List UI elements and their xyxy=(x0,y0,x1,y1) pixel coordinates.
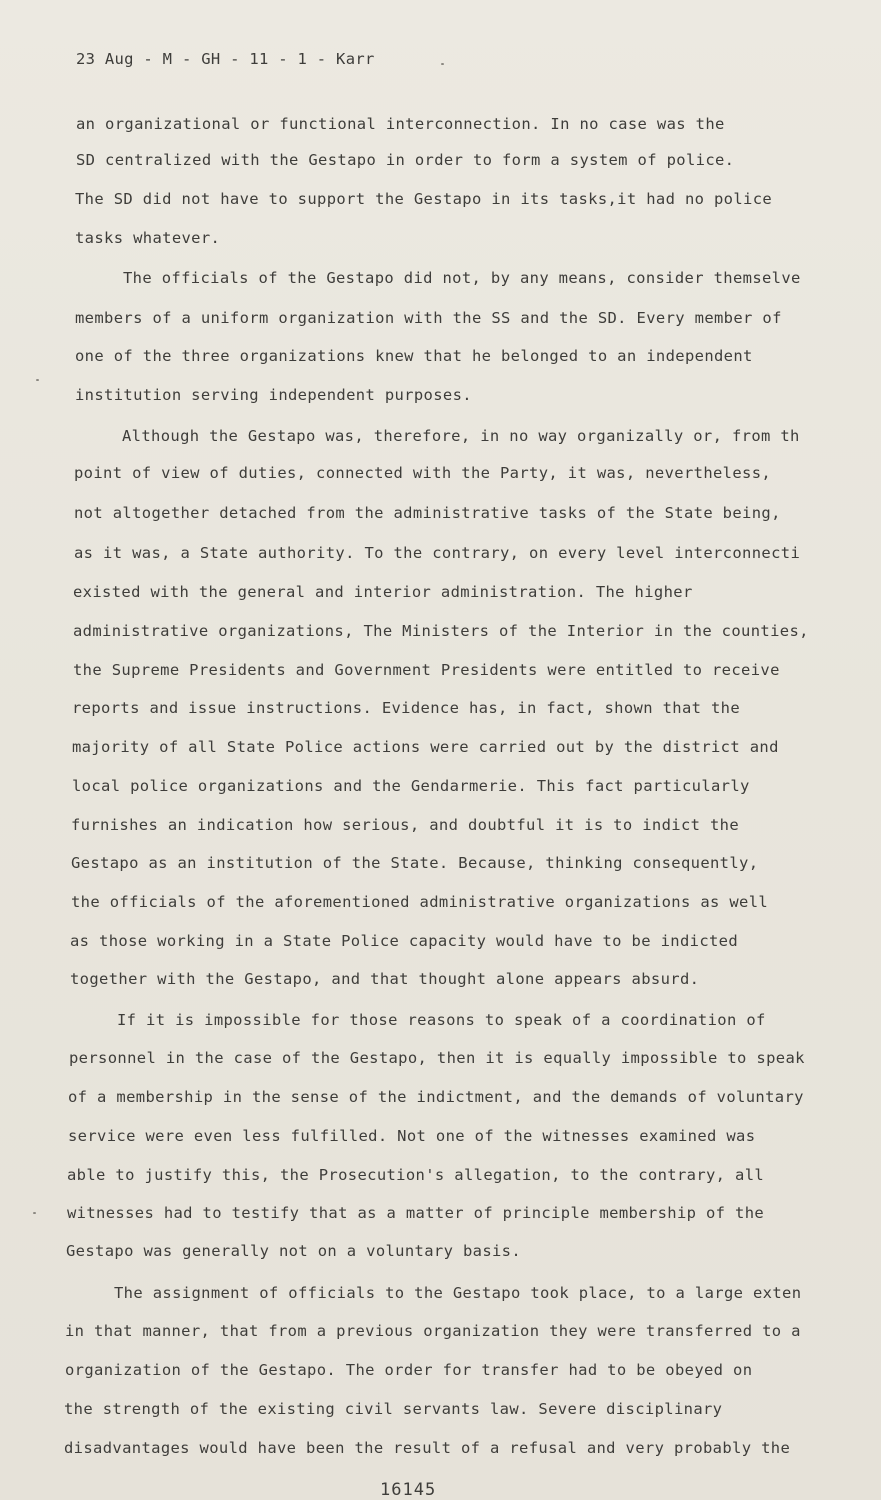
text-line: the Supreme Presidents and Government Presidents were entitled to receive xyxy=(73,661,780,679)
text-line: reports and issue instructions. Evidence has, in fact, shown that the xyxy=(72,699,741,717)
text-line: institution serving independent purposes. xyxy=(75,386,472,404)
paper-speck xyxy=(36,379,39,381)
text-line: as it was, a State authority. To the contrary, on every level interconnecti xyxy=(74,544,801,562)
text-line: one of the three organizations knew that he belonged to an independent xyxy=(75,347,753,365)
text-line: If it is impossible for those reasons to speak of a coordination of xyxy=(117,1011,766,1029)
text-line: The SD did not have to support the Gestapo in its tasks,it had no police xyxy=(75,190,773,208)
text-line: members of a uniform organization with the SS and the SD. Every member of xyxy=(75,309,782,327)
text-line: of a membership in the sense of the indictment, and the demands of voluntary xyxy=(68,1088,804,1106)
text-line: The officials of the Gestapo did not, by any means, consider themselve xyxy=(123,269,801,287)
page-header: 23 Aug - M - GH - 11 - 1 - Karr xyxy=(76,50,375,68)
text-line: service were even less fulfilled. Not one of the witnesses examined was xyxy=(68,1127,756,1145)
text-line: Although the Gestapo was, therefore, in no way organizally or, from th xyxy=(122,427,800,445)
text-line: furnishes an indication how serious, and doubtful it is to indict the xyxy=(71,816,740,834)
text-line: the strength of the existing civil servants law. Severe disciplinary xyxy=(64,1400,723,1418)
text-line: majority of all State Police actions were carried out by the district and xyxy=(72,738,779,756)
text-line: Gestapo was generally not on a voluntary basis. xyxy=(66,1242,522,1260)
text-line: together with the Gestapo, and that thought alone appears absurd. xyxy=(70,970,700,988)
text-line: disadvantages would have been the result of a refusal and very probably the xyxy=(64,1439,791,1457)
text-line: personnel in the case of the Gestapo, then it is equally impossible to speak xyxy=(69,1049,805,1067)
text-line: able to justify this, the Prosecution's allegation, to the contrary, all xyxy=(67,1166,765,1184)
text-line: as those working in a State Police capacity would have to be indicted xyxy=(70,932,739,950)
text-line: The assignment of officials to the Gestapo took place, to a large exten xyxy=(114,1284,802,1302)
text-line: SD centralized with the Gestapo in order to form a system of police. xyxy=(76,151,735,169)
text-line: in that manner, that from a previous organization they were transferred to a xyxy=(65,1322,801,1340)
text-line: not altogether detached from the administrative tasks of the State being, xyxy=(74,504,781,522)
text-line: existed with the general and interior administration. The higher xyxy=(73,583,693,601)
text-line: Gestapo as an institution of the State. Because, thinking consequently, xyxy=(71,854,759,872)
text-line: the officials of the aforementioned administrative organizations as well xyxy=(71,893,769,911)
text-line: an organizational or functional interconnection. In no case was the xyxy=(76,115,725,133)
text-line: witnesses had to testify that as a matter of principle membership of the xyxy=(67,1204,765,1222)
paper-speck xyxy=(441,63,444,65)
text-line: administrative organizations, The Ministers of the Interior in the counties, xyxy=(73,622,809,640)
page-number: 16145 xyxy=(380,1480,437,1500)
text-line: point of view of duties, connected with the Party, it was, nevertheless, xyxy=(74,464,772,482)
text-line: local police organizations and the Gendarmerie. This fact particularly xyxy=(72,777,750,795)
text-line: organization of the Gestapo. The order for transfer had to be obeyed on xyxy=(65,1361,753,1379)
text-line: tasks whatever. xyxy=(75,229,221,247)
paper-speck xyxy=(33,1212,36,1214)
